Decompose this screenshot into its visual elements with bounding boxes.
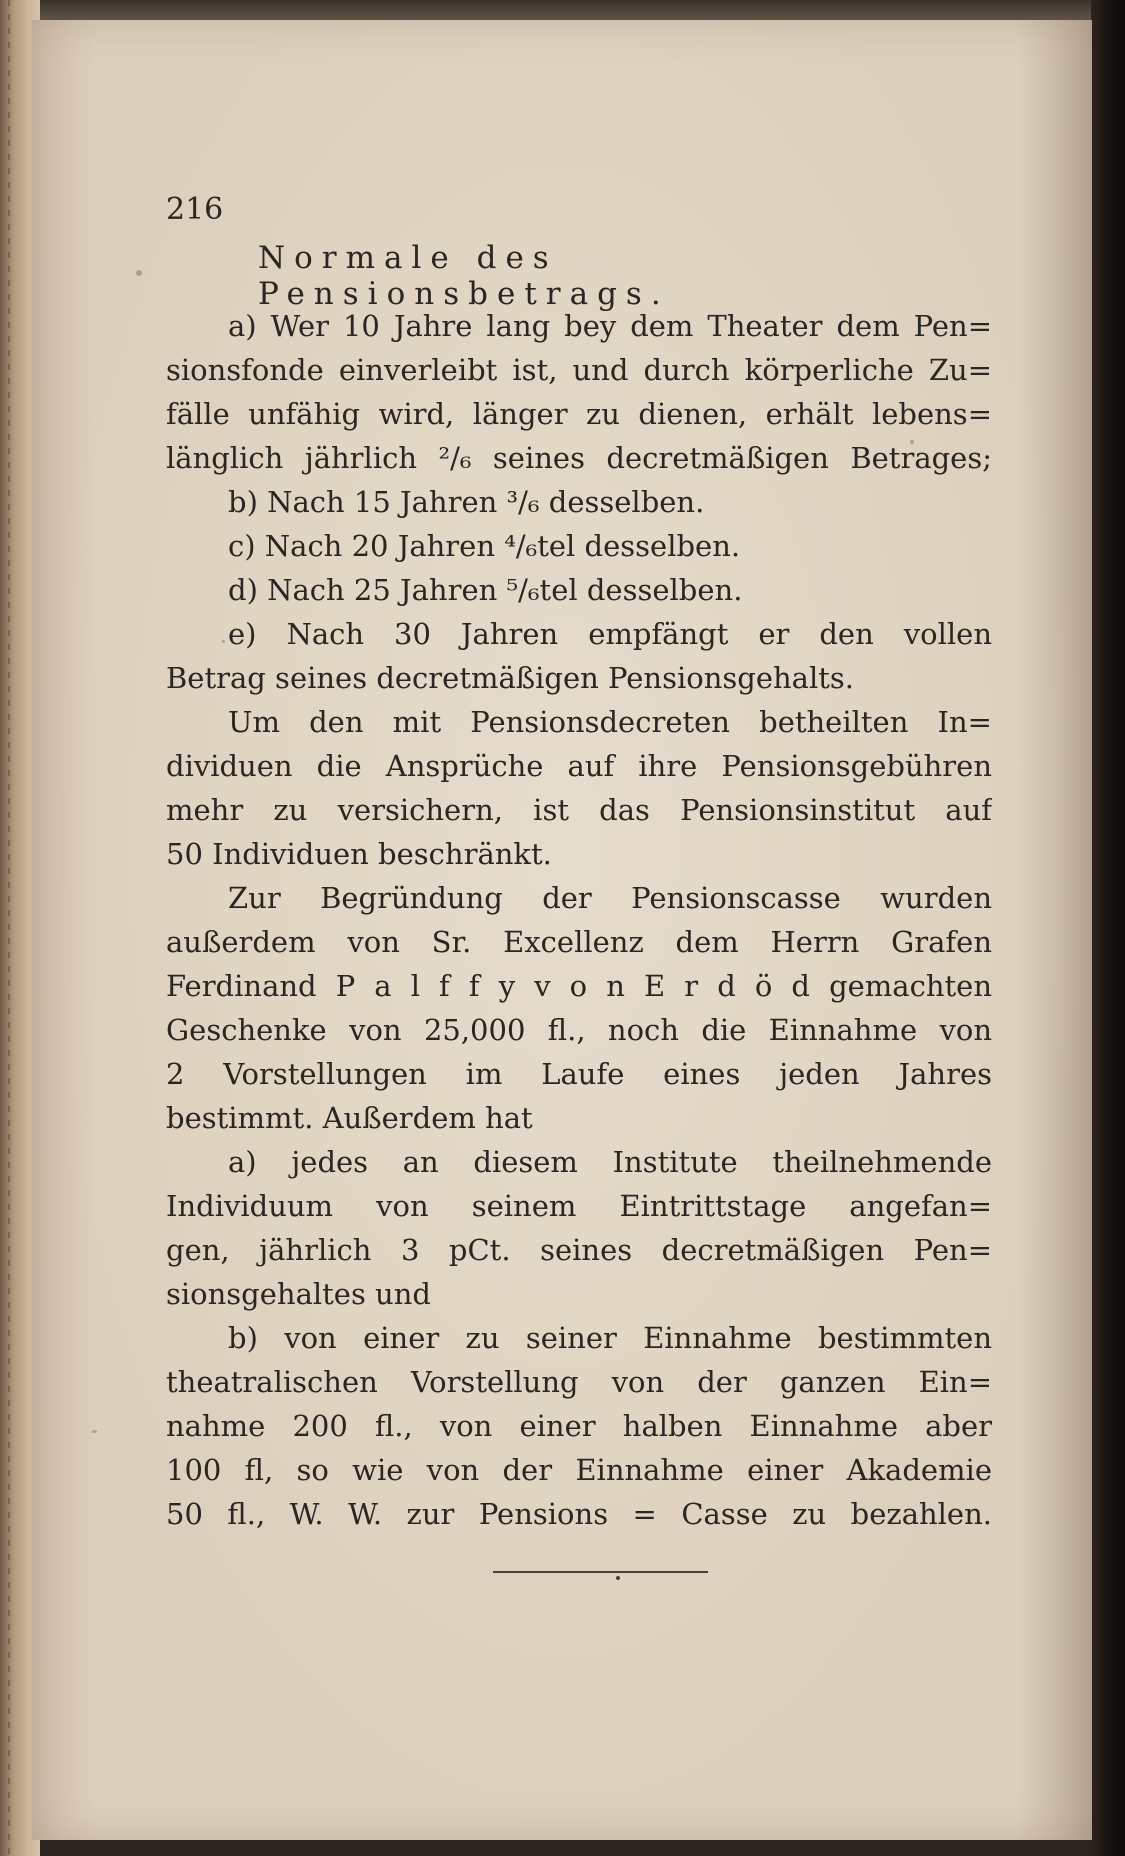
text-line: Betrag seines decretmäßigen Pensionsgehalts. [166,661,854,695]
section-heading: Normale des Pensionsbetrags. [258,240,670,312]
text-line: Ferdinand P a l f f y v o n E r d ö d gemachten [166,969,992,1003]
text-line: b) von einer zu seiner Einnahme bestimmten [228,1321,992,1355]
text-line: 100 fl, so wie von der Einnahme einer Akademie [166,1453,992,1487]
text-line: Geschenke von 25,000 fl., noch die Einnahme von [166,1013,992,1047]
text-line: Individuum von seinem Eintrittstage angefan= [166,1189,992,1223]
text-line: d) Nach 25 Jahren ⁵/₆tel desselben. [228,573,743,607]
text-line: länglich jährlich ²/₆ seines decretmäßigen Betrages; [166,441,992,475]
text-line: Zur Begründung der Pensionscasse wurden [228,881,992,915]
text-line: 50 fl., W. W. zur Pensions = Casse zu bezahlen. [166,1497,992,1531]
text-line: a) Wer 10 Jahre lang bey dem Theater dem Pen= [228,309,992,343]
text-line: fälle unfähig wird, länger zu dienen, erhält lebens= [166,397,992,431]
closing-rule [493,1571,708,1573]
paper-speck [222,640,225,643]
text-line: mehr zu versichern, ist das Pensionsinstitut auf [166,793,992,827]
text-line: sionsgehaltes und [166,1277,431,1311]
page-number: 216 [166,192,224,227]
closing-rule-dot [616,1576,620,1580]
text-line: 50 Individuen beschränkt. [166,837,552,871]
paper-speck [136,270,142,276]
text-line: theatralischen Vorstellung von der ganzen Ein= [166,1365,992,1399]
text-line: a) jedes an diesem Institute theilnehmende [228,1145,992,1179]
right-cover-edge [1091,0,1125,1856]
text-line: 2 Vorstellungen im Laufe eines jeden Jahres [166,1057,992,1091]
text-line: sionsfonde einverleibt ist, und durch körperliche Zu= [166,353,992,387]
text-line: Um den mit Pensionsdecreten betheilten In= [228,705,992,739]
text-line: bestimmt. Außerdem hat [166,1101,533,1135]
text-line: e) Nach 30 Jahren empfängt er den vollen [228,617,992,651]
text-line: gen, jährlich 3 pCt. seines decretmäßigen Pen= [166,1233,992,1267]
text-line: dividuen die Ansprüche auf ihre Pensionsgebühren [166,749,992,783]
text-line: c) Nach 20 Jahren ⁴/₆tel desselben. [228,529,741,563]
paper-speck [92,1430,97,1433]
text-line: außerdem von Sr. Excellenz dem Herrn Grafen [166,925,992,959]
text-line: b) Nach 15 Jahren ³/₆ desselben. [228,485,705,519]
text-line: nahme 200 fl., von einer halben Einnahme aber [166,1409,992,1443]
